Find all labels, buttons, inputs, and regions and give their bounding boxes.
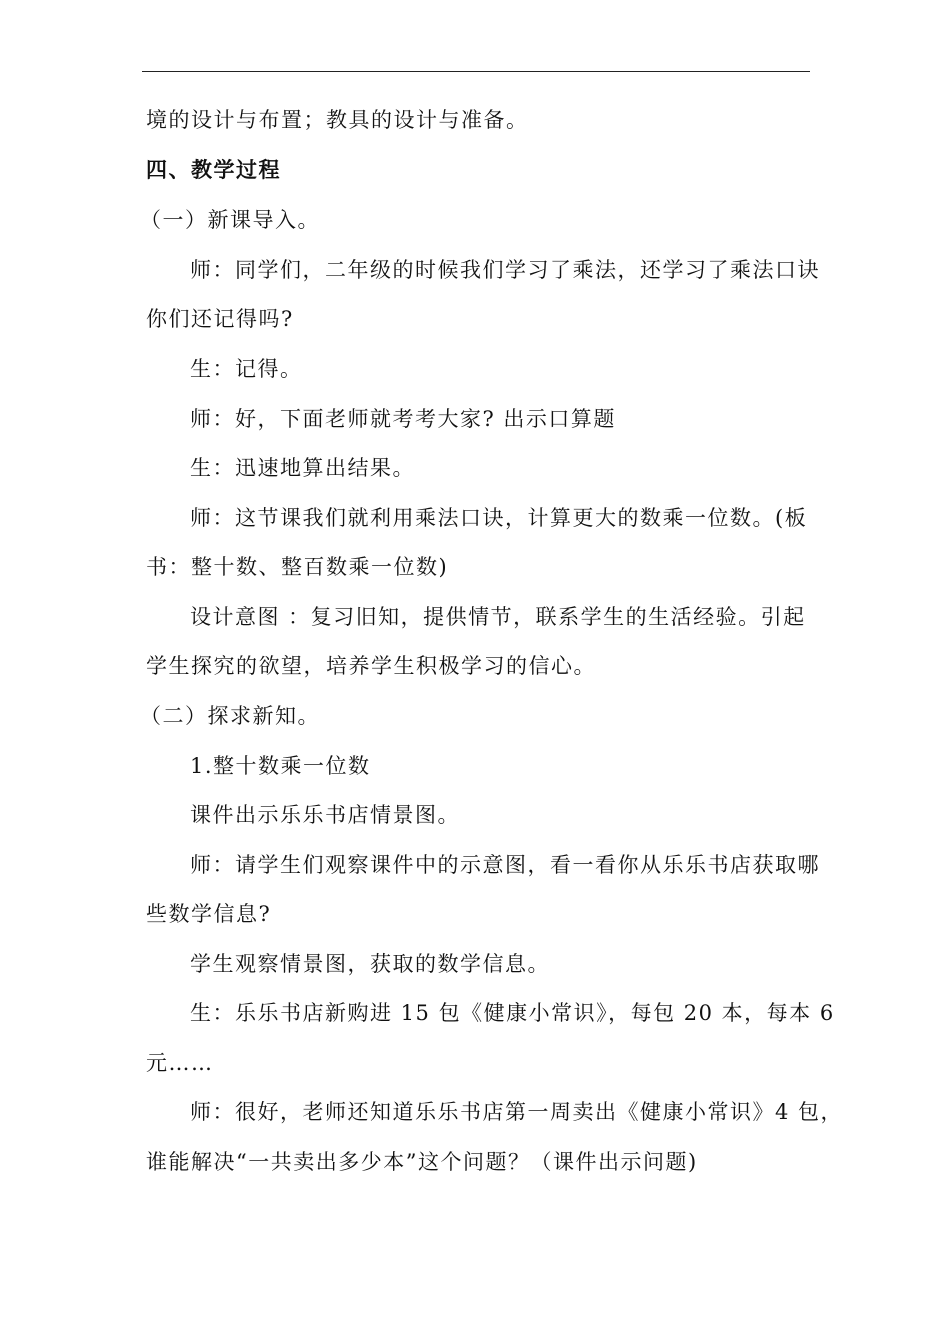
- text-line: 课件出示乐乐书店情景图。: [190, 803, 460, 827]
- text-line: 师：请学生们观察课件中的示意图，看一看你从乐乐书店获取哪: [190, 853, 820, 877]
- text-line: 学生探究的欲望，培养学生积极学习的信心。: [146, 654, 596, 678]
- text-line: 元……: [146, 1051, 214, 1075]
- text-line: 师：好，下面老师就考考大家? 出示口算题: [190, 407, 616, 431]
- subsection-heading: （一）新课导入。: [140, 208, 320, 232]
- text-line: 生：乐乐书店新购进 15 包《健康小常识》，每包 20 本，每本 6: [190, 1001, 835, 1025]
- text-line: 生：记得。: [190, 357, 303, 381]
- header-rule: [142, 71, 810, 72]
- text-line: 师：这节课我们就利用乘法口诀，计算更大的数乘一位数。(板: [190, 506, 808, 530]
- text-line: 学生观察情景图，获取的数学信息。: [190, 952, 550, 976]
- text-line: 你们还记得吗?: [146, 307, 294, 331]
- text-line: 境的设计与布置；教具的设计与准备。: [146, 108, 529, 132]
- text-line: 生：迅速地算出结果。: [190, 456, 415, 480]
- text-line: 书：整十数、整百数乘一位数): [146, 555, 449, 579]
- text-line: 师：同学们，二年级的时候我们学习了乘法，还学习了乘法口诀: [190, 258, 820, 282]
- subsection-heading: （二）探求新知。: [140, 704, 320, 728]
- text-line: 些数学信息?: [146, 902, 272, 926]
- text-line: 师：很好，老师还知道乐乐书店第一周卖出《健康小常识》4 包，: [190, 1100, 844, 1124]
- text-line: 谁能解决“一共卖出多少本”这个问题？（课件出示问题): [146, 1150, 698, 1174]
- text-line: 1.整十数乘一位数: [190, 754, 371, 778]
- text-line: 设计意图 ：复习旧知，提供情节，联系学生的生活经验。引起: [190, 605, 806, 629]
- section-heading: 四、教学过程: [146, 157, 281, 182]
